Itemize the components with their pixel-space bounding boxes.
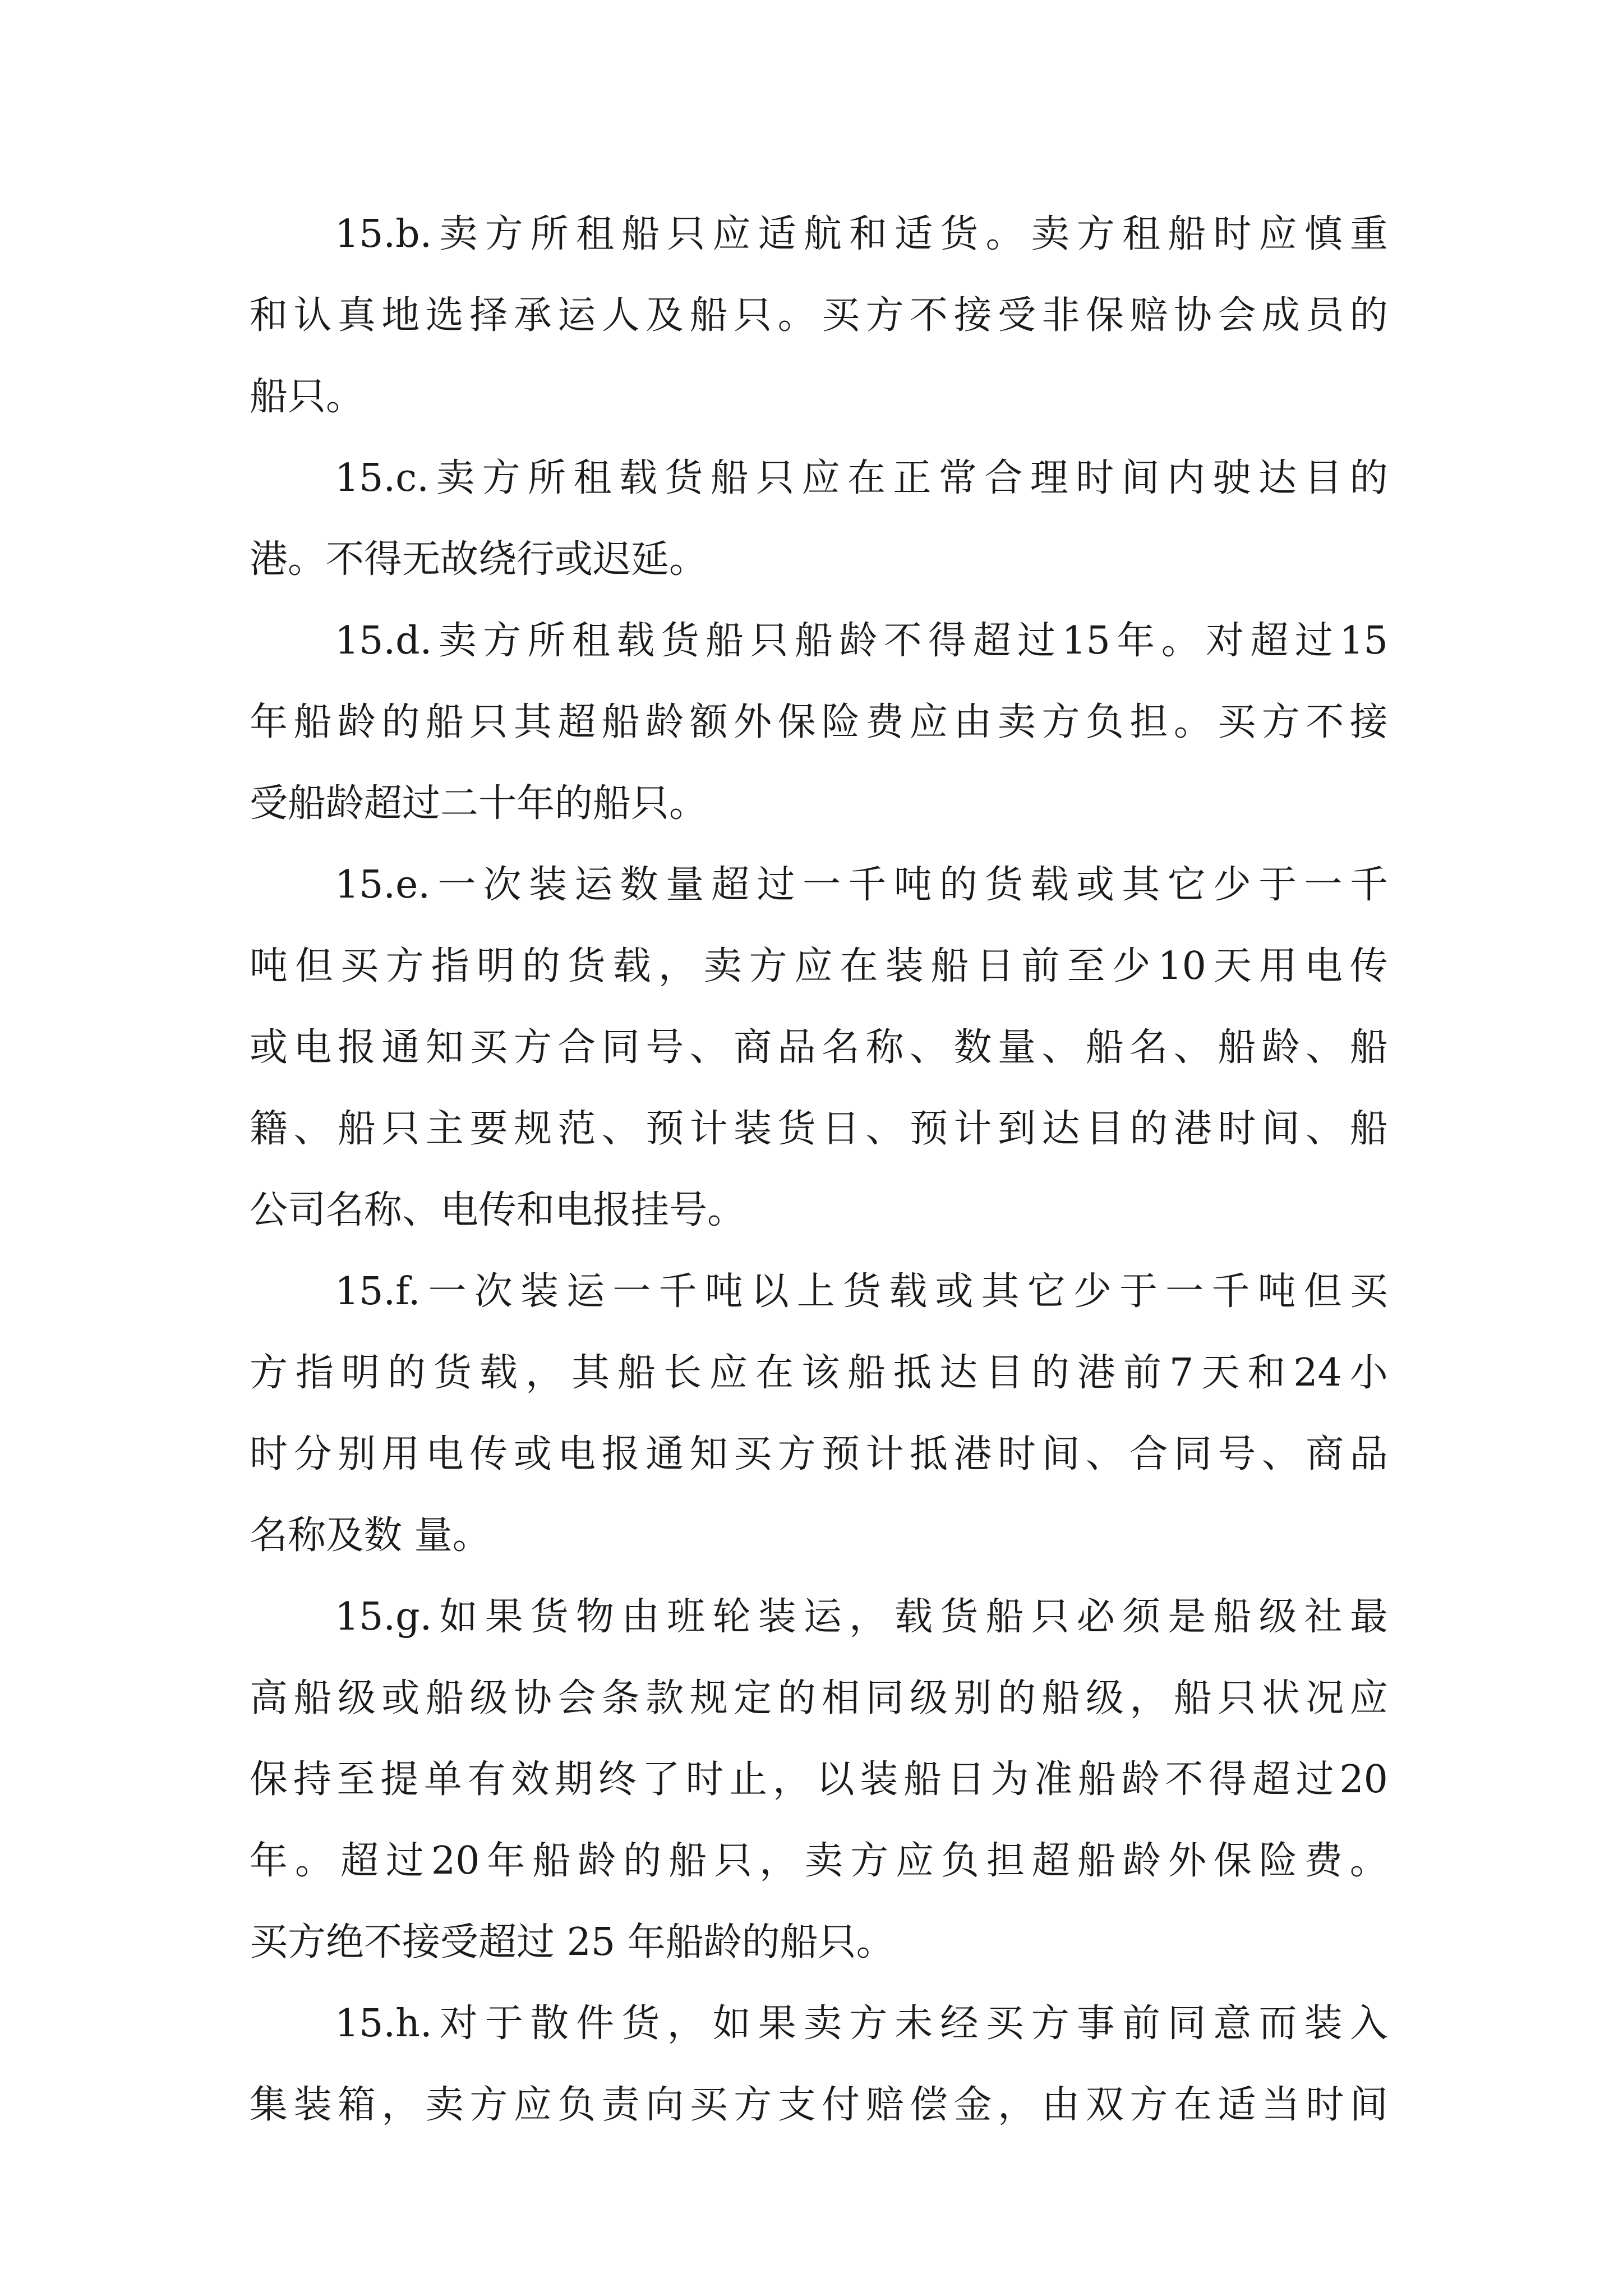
document-body bbox=[250, 194, 1388, 2146]
paragraph-line: 15.b. 卖 方 所 租 船 只 应 适 航 和 适 货 。 卖 方 租 船 时 应 慎 重 bbox=[335, 212, 1388, 256]
paragraph-line: 或 电 报 通 知 买 方 合 同 号 、 商 品 名 称 、 数 量 、 船 名 、 船 龄 、 船 bbox=[250, 1025, 1388, 1070]
paragraph-line: 受船龄超过二十年的船只。 bbox=[250, 781, 708, 826]
paragraph-line: 公司名称、电传和电报挂号。 bbox=[250, 1188, 746, 1232]
paragraph-line: 15.d. 卖 方 所 租 载 货 船 只 船 龄 不 得 超 过 15 年 。 对 超 过 15 bbox=[335, 619, 1388, 663]
paragraph-line: 集 装 箱 ， 卖 方 应 负 责 向 买 方 支 付 赔 偿 金 ， 由 双 方 在 适 当 时 间 bbox=[250, 2083, 1388, 2127]
paragraph-15f bbox=[250, 1251, 1388, 1576]
paragraph-line: 年 。 超 过 20 年 船 龄 的 船 只 ， 卖 方 应 负 担 超 船 龄 外 保 险 费 。 bbox=[250, 1839, 1388, 1883]
paragraph-line: 吨 但 买 方 指 明 的 货 载 ， 卖 方 应 在 装 船 日 前 至 少 10 天 用 电 传 bbox=[250, 944, 1388, 988]
paragraph-line: 高 船 级 或 船 级 协 会 条 款 规 定 的 相 同 级 别 的 船 级 ， 船 只 状 况 应 bbox=[250, 1676, 1388, 1720]
paragraph-line: 保 持 至 提 单 有 效 期 终 了 时 止 ， 以 装 船 日 为 准 船 龄 不 得 超 过 20 bbox=[250, 1757, 1388, 1802]
paragraph-line: 买方绝不接受超过 25 年船龄的船只。 bbox=[250, 1920, 895, 1964]
paragraph-line: 15.f. 一 次 装 运 一 千 吨 以 上 货 载 或 其 它 少 于 一 千 吨 但 买 bbox=[335, 1269, 1388, 1314]
paragraph-line: 船只。 bbox=[250, 375, 365, 419]
paragraph-line: 15.c. 卖 方 所 租 载 货 船 只 应 在 正 常 合 理 时 间 内 驶 达 目 的 bbox=[335, 456, 1388, 500]
paragraph-line: 15.g. 如 果 货 物 由 班 轮 装 运 ， 载 货 船 只 必 须 是 船 级 社 最 bbox=[335, 1595, 1388, 1639]
paragraph-line: 港。不得无故绕行或迟延。 bbox=[250, 537, 708, 582]
paragraph-line: 和 认 真 地 选 择 承 运 人 及 船 只 。 买 方 不 接 受 非 保 赔 协 会 成 员 的 bbox=[250, 293, 1388, 338]
paragraph-15c bbox=[250, 438, 1388, 600]
paragraph-15e bbox=[250, 844, 1388, 1251]
paragraph-line: 名称及数 量。 bbox=[250, 1513, 491, 1558]
paragraph-line: 方 指 明 的 货 载 ， 其 船 长 应 在 该 船 抵 达 目 的 港 前 7 天 和 24 小 bbox=[250, 1351, 1388, 1395]
paragraph-line: 15.e. 一 次 装 运 数 量 超 过 一 千 吨 的 货 载 或 其 它 少 于 一 千 bbox=[335, 863, 1388, 907]
paragraph-15g bbox=[250, 1576, 1388, 1983]
paragraph-15b bbox=[250, 194, 1388, 438]
paragraph-line: 年 船 龄 的 船 只 其 超 船 龄 额 外 保 险 费 应 由 卖 方 负 担 。 买 方 不 接 bbox=[250, 700, 1388, 744]
paragraph-15h bbox=[250, 1983, 1388, 2146]
paragraph-15d bbox=[250, 600, 1388, 844]
paragraph-line: 15.h. 对 于 散 件 货 ， 如 果 卖 方 未 经 买 方 事 前 同 意 而 装 入 bbox=[335, 2001, 1388, 2046]
paragraph-line: 时 分 别 用 电 传 或 电 报 通 知 买 方 预 计 抵 港 时 间 、 合 同 号 、 商 品 bbox=[250, 1432, 1388, 1476]
paragraph-line: 籍 、 船 只 主 要 规 范 、 预 计 装 货 日 、 预 计 到 达 目 的 港 时 间 、 船 bbox=[250, 1107, 1388, 1151]
